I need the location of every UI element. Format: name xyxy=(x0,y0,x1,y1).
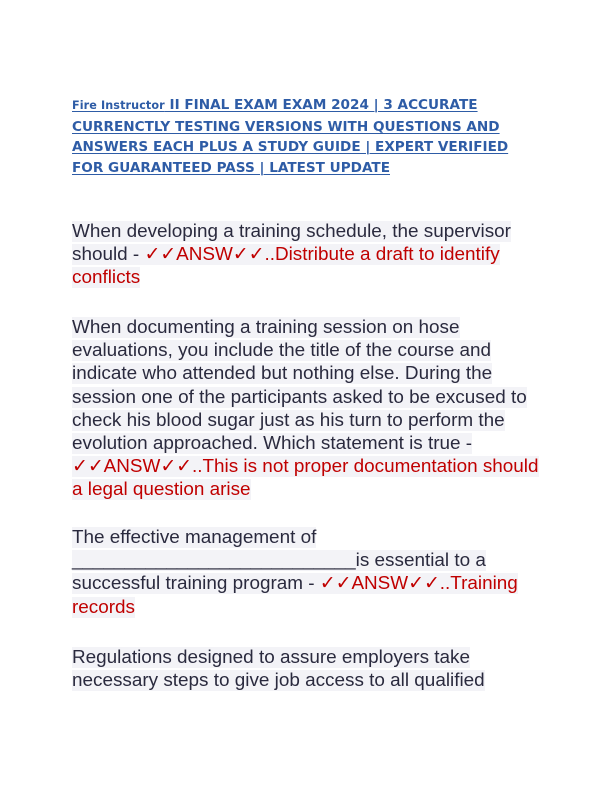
question-text: The effective management of ___________________________is essential to a successful training program - xyxy=(72,527,486,595)
title-main-part: II FINAL EXAM EXAM 2024 | 3 ACCURATE CURRENCTLY TESTING VERSIONS WITH QUESTIONS AND ANSWERS EACH PLUS A STUDY GUIDE | EXPERT VERIFIED FOR GUARANTEED PASS | LATEST UPDATE xyxy=(72,97,509,176)
qa-item xyxy=(72,526,542,619)
question-text: When developing a training schedule, the supervisor should - xyxy=(72,221,511,266)
qa-item xyxy=(72,646,542,692)
document-title xyxy=(72,95,542,178)
title-smallcaps-part: Fire Instructor xyxy=(72,99,165,112)
answer-text: ✓✓ANSW✓✓..Distribute a draft to identify conflicts xyxy=(72,244,500,289)
question-text: When documenting a training session on hose evaluations, you include the title of the course and indicate who attended but nothing else. During the session one of the participants asked to be excused to check his blood sugar just as his turn to perform the evolution approached. Which statement is true - xyxy=(72,317,527,455)
qa-item xyxy=(72,316,542,502)
question-text: Regulations designed to assure employers take necessary steps to give job access to all qualified xyxy=(72,647,485,692)
answer-text: ✓✓ANSW✓✓..Training records xyxy=(72,573,518,618)
qa-item xyxy=(72,220,542,290)
answer-text: ✓✓ANSW✓✓..This is not proper documentation should a legal question arise xyxy=(72,456,539,501)
